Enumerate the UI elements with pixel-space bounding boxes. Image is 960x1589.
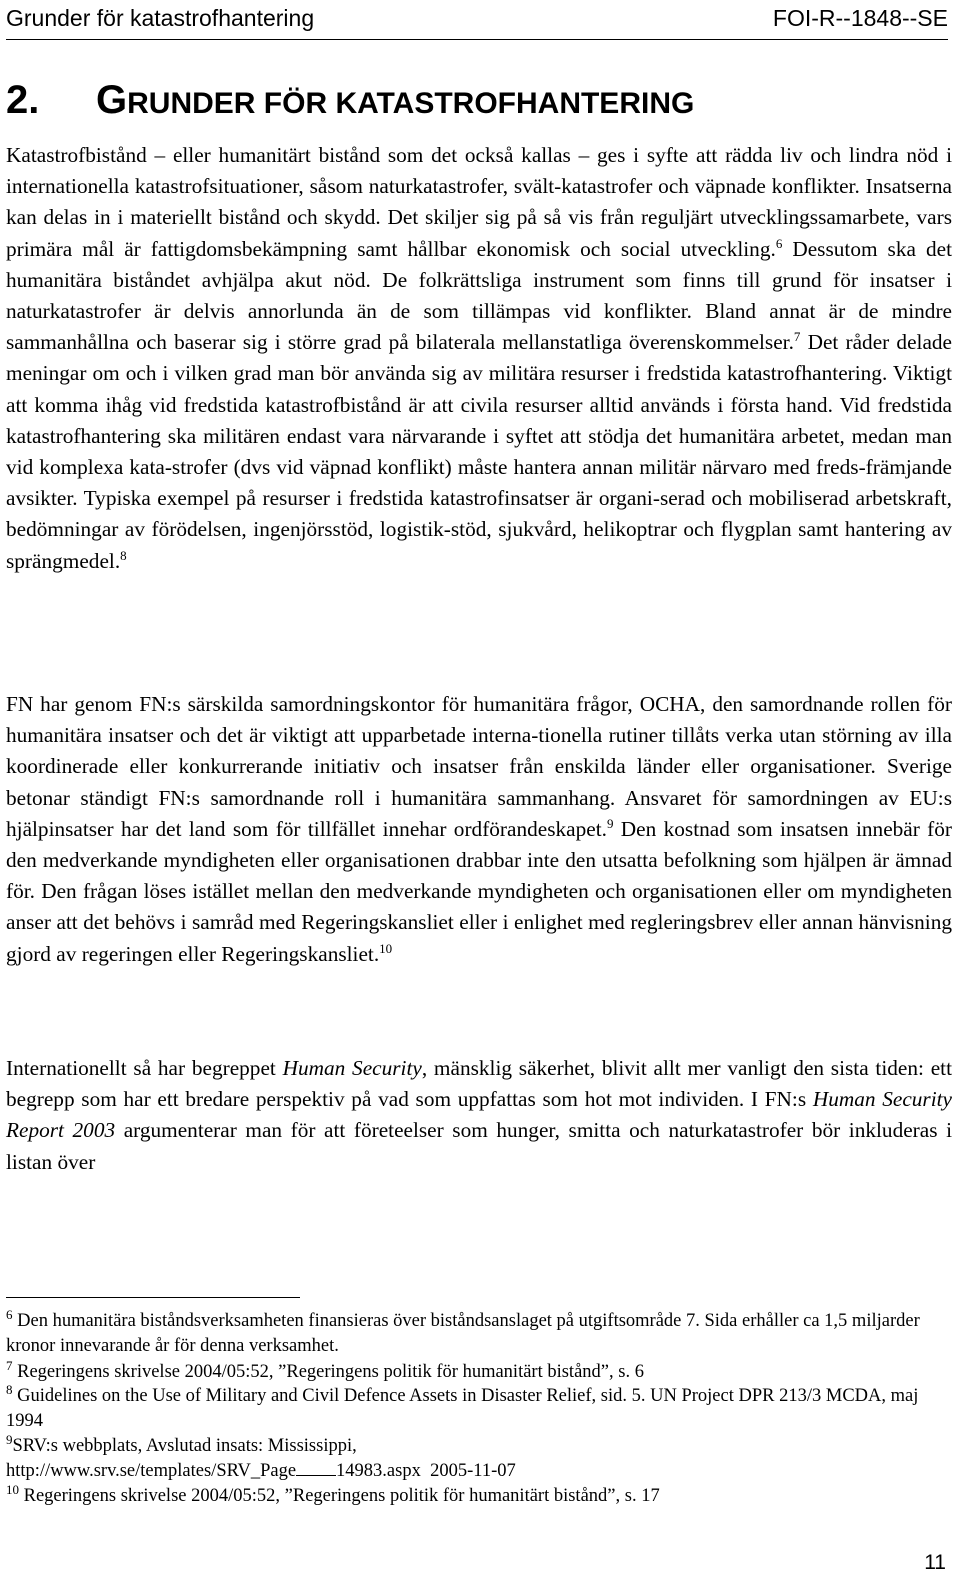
paragraph-2-text-b: Den kostnad som insatsen innebär för den medverkande myndigheten eller organisationen drabbar inte den utsatta befolkning som hjälpen är ämnad för. Den frågan löses istället mellan den medverkande myndigheten och organisationen eller om myndigheten anser att det behövs i samråd med Regeringskansliet eller i enlighet med regleringsbrev eller annan hänvisning gjord av regeringen eller Regeringskansliet. <box>6 816 953 966</box>
footnote-9-url-part-b[interactable]: 14983.aspx <box>336 1460 421 1481</box>
footnote-ref-8[interactable]: 8 <box>120 547 127 563</box>
page-number: 11 <box>924 1551 946 1574</box>
footnote-ref-9[interactable]: 9 <box>606 815 614 831</box>
chapter-title <box>6 76 694 128</box>
footnote-separator <box>6 1297 300 1298</box>
term-human-security: Human Security <box>282 1056 422 1080</box>
chapter-title-rest: RUNDER FÖR KATASTROFHANTERING <box>127 87 695 120</box>
footnote-7-number: 7 <box>6 1357 13 1373</box>
footnote-8-number: 8 <box>6 1382 13 1398</box>
footnote-10-number: 10 <box>6 1481 19 1497</box>
footnote-9-date: 2005-11-07 <box>420 1460 516 1481</box>
footnote-8-text: Guidelines on the Use of Military and Civil Defence Assets in Disaster Relief, sid. 5. UN Project DPR 213/3 MCDA, maj 1994 <box>6 1386 919 1432</box>
paragraph-2-text-a: FN har genom FN:s särskilda samordningskontor för humanitära frågor, OCHA, den samordnande rollen för humanitära insatser och det är viktigt att upparbetade interna-tionella rutiner tillåts verka utan störning av illa koordinerade eller konkurrerande initiativ och insatser från enskilda länder eller organisationer. Sverige betonar ständigt FN:s samordnande roll i humanitära sammanhang. Ansvaret för samordningen av EU:s hjälpinsatser har det land som för tillfället innehar ordförandeskapet. <box>6 692 952 841</box>
url-underscore-gap <box>296 1461 336 1476</box>
footnote-10-text: Regeringens skrivelse 2004/05:52, ”Regeringens politik för humanitärt bistånd”, s. 17 <box>19 1485 660 1506</box>
header-report-id: FOI-R--1848--SE <box>772 5 948 31</box>
running-header <box>6 3 948 33</box>
paragraph-1-text-a: Katastrofbistånd – eller humanitärt bistånd som det också kallas – ges i syfte att rädda liv och lindra nöd i internationella katastrofsituationer, såsom naturkatastrofer, svält-katastrofer och väpnade konflikter. Insatserna kan delas in i materiellt bistånd och skydd. Det skiljer sig på så vis från reguljärt utvecklingssamarbete, vars primära mål är fattigdomsbekämpning samt hållbar ekonomisk och social utveckling. <box>6 143 952 261</box>
footnote-6-number: 6 <box>6 1306 13 1322</box>
footnote-ref-7[interactable]: 7 <box>793 329 801 345</box>
footnote-7-text: Regeringens skrivelse 2004/05:52, ”Regeringens politik för humanitärt bistånd”, s. 6 <box>12 1361 644 1382</box>
footnote-ref-10[interactable]: 10 <box>379 940 393 956</box>
footnote-ref-6[interactable]: 6 <box>775 235 783 251</box>
footnote-9-url-part-a[interactable]: http://www.srv.se/templates/SRV_Page <box>6 1460 297 1481</box>
paragraph-1 <box>6 140 952 577</box>
paragraph-1-text-b: Dessutom ska det humanitära biståndet avhjälpa akut nöd. De folkrättsliga instrument som finns till grund för insatser i naturkatastrofer är delvis annorlunda än de som tillämpas vid konflikter. Bland annat är de mindre sammanhållna och baserar sig i större grad på bilaterala mellanstatliga överenskommelser. <box>6 236 952 355</box>
header-title: Grunder för katastrofhantering <box>6 5 315 31</box>
paragraph-2 <box>6 689 952 970</box>
paragraph-1-text-c: Det råder delade meningar om och i vilken grad man bör använda sig av militära resurser i fredstida katastrofhantering. Viktigt att komma ihåg vid fredstida katastrofbistånd är att civila resurser alltid används i första hand. Vid fredstida katastrofhantering ska militären endast vara närvarande i syftet att stödja det humanitära arbetet, medan man vid komplexa kata-strofer (dvs vid väpnad konflikt) måste hantera annan militär närvaro med freds-främjande avsikter. Typiska exempel på resurser i fredstida katastrofinsatser är organi-serad och mobiliserad arbetskraft, bedömningar av förödelsen, ingenjörsstöd, logistik-stöd, sjukvård, helikoptrar och flygplan samt hantering av sprängmedel. <box>6 330 952 573</box>
chapter-number: 2. <box>6 78 40 122</box>
footnote-7 <box>6 1357 926 1385</box>
footnote-10 <box>6 1481 926 1509</box>
footnote-6-text: Den humanitära biståndsverksamheten finansieras över biståndsanslaget på utgiftsområde 7. Sida erhåller ca 1,5 miljarder kronor innevarande år för denna verksamhet. <box>6 1311 920 1356</box>
paragraph-3-text-b: , mänsklig säkerhet, blivit allt mer vanligt den sista tiden: ett begrepp som har ett bredare perspektiv på vad som uppfattas som hot mot individen. I FN:s <box>6 1056 952 1112</box>
footnote-8 <box>6 1384 926 1434</box>
footnotes <box>6 1306 926 1508</box>
chapter-title-initial: G <box>96 78 128 122</box>
title-human-security-report: Human Security Report 2003 <box>6 1087 952 1143</box>
footnote-9-text: SRV:s webbplats, Avslutad insats: Mississippi, <box>12 1435 357 1456</box>
paragraph-3-text-a: Internationellt så har begreppet <box>6 1056 283 1080</box>
footnote-9-number: 9 <box>6 1431 13 1447</box>
paragraph-3-text-c: argumenterar man för att företeelser som hunger, smitta och naturkatastrofer bör inkluderas i listan över <box>6 1118 952 1174</box>
footnote-6 <box>6 1306 926 1359</box>
paragraph-3 <box>6 1053 952 1178</box>
header-rule <box>6 39 948 40</box>
footnote-9 <box>6 1431 926 1484</box>
